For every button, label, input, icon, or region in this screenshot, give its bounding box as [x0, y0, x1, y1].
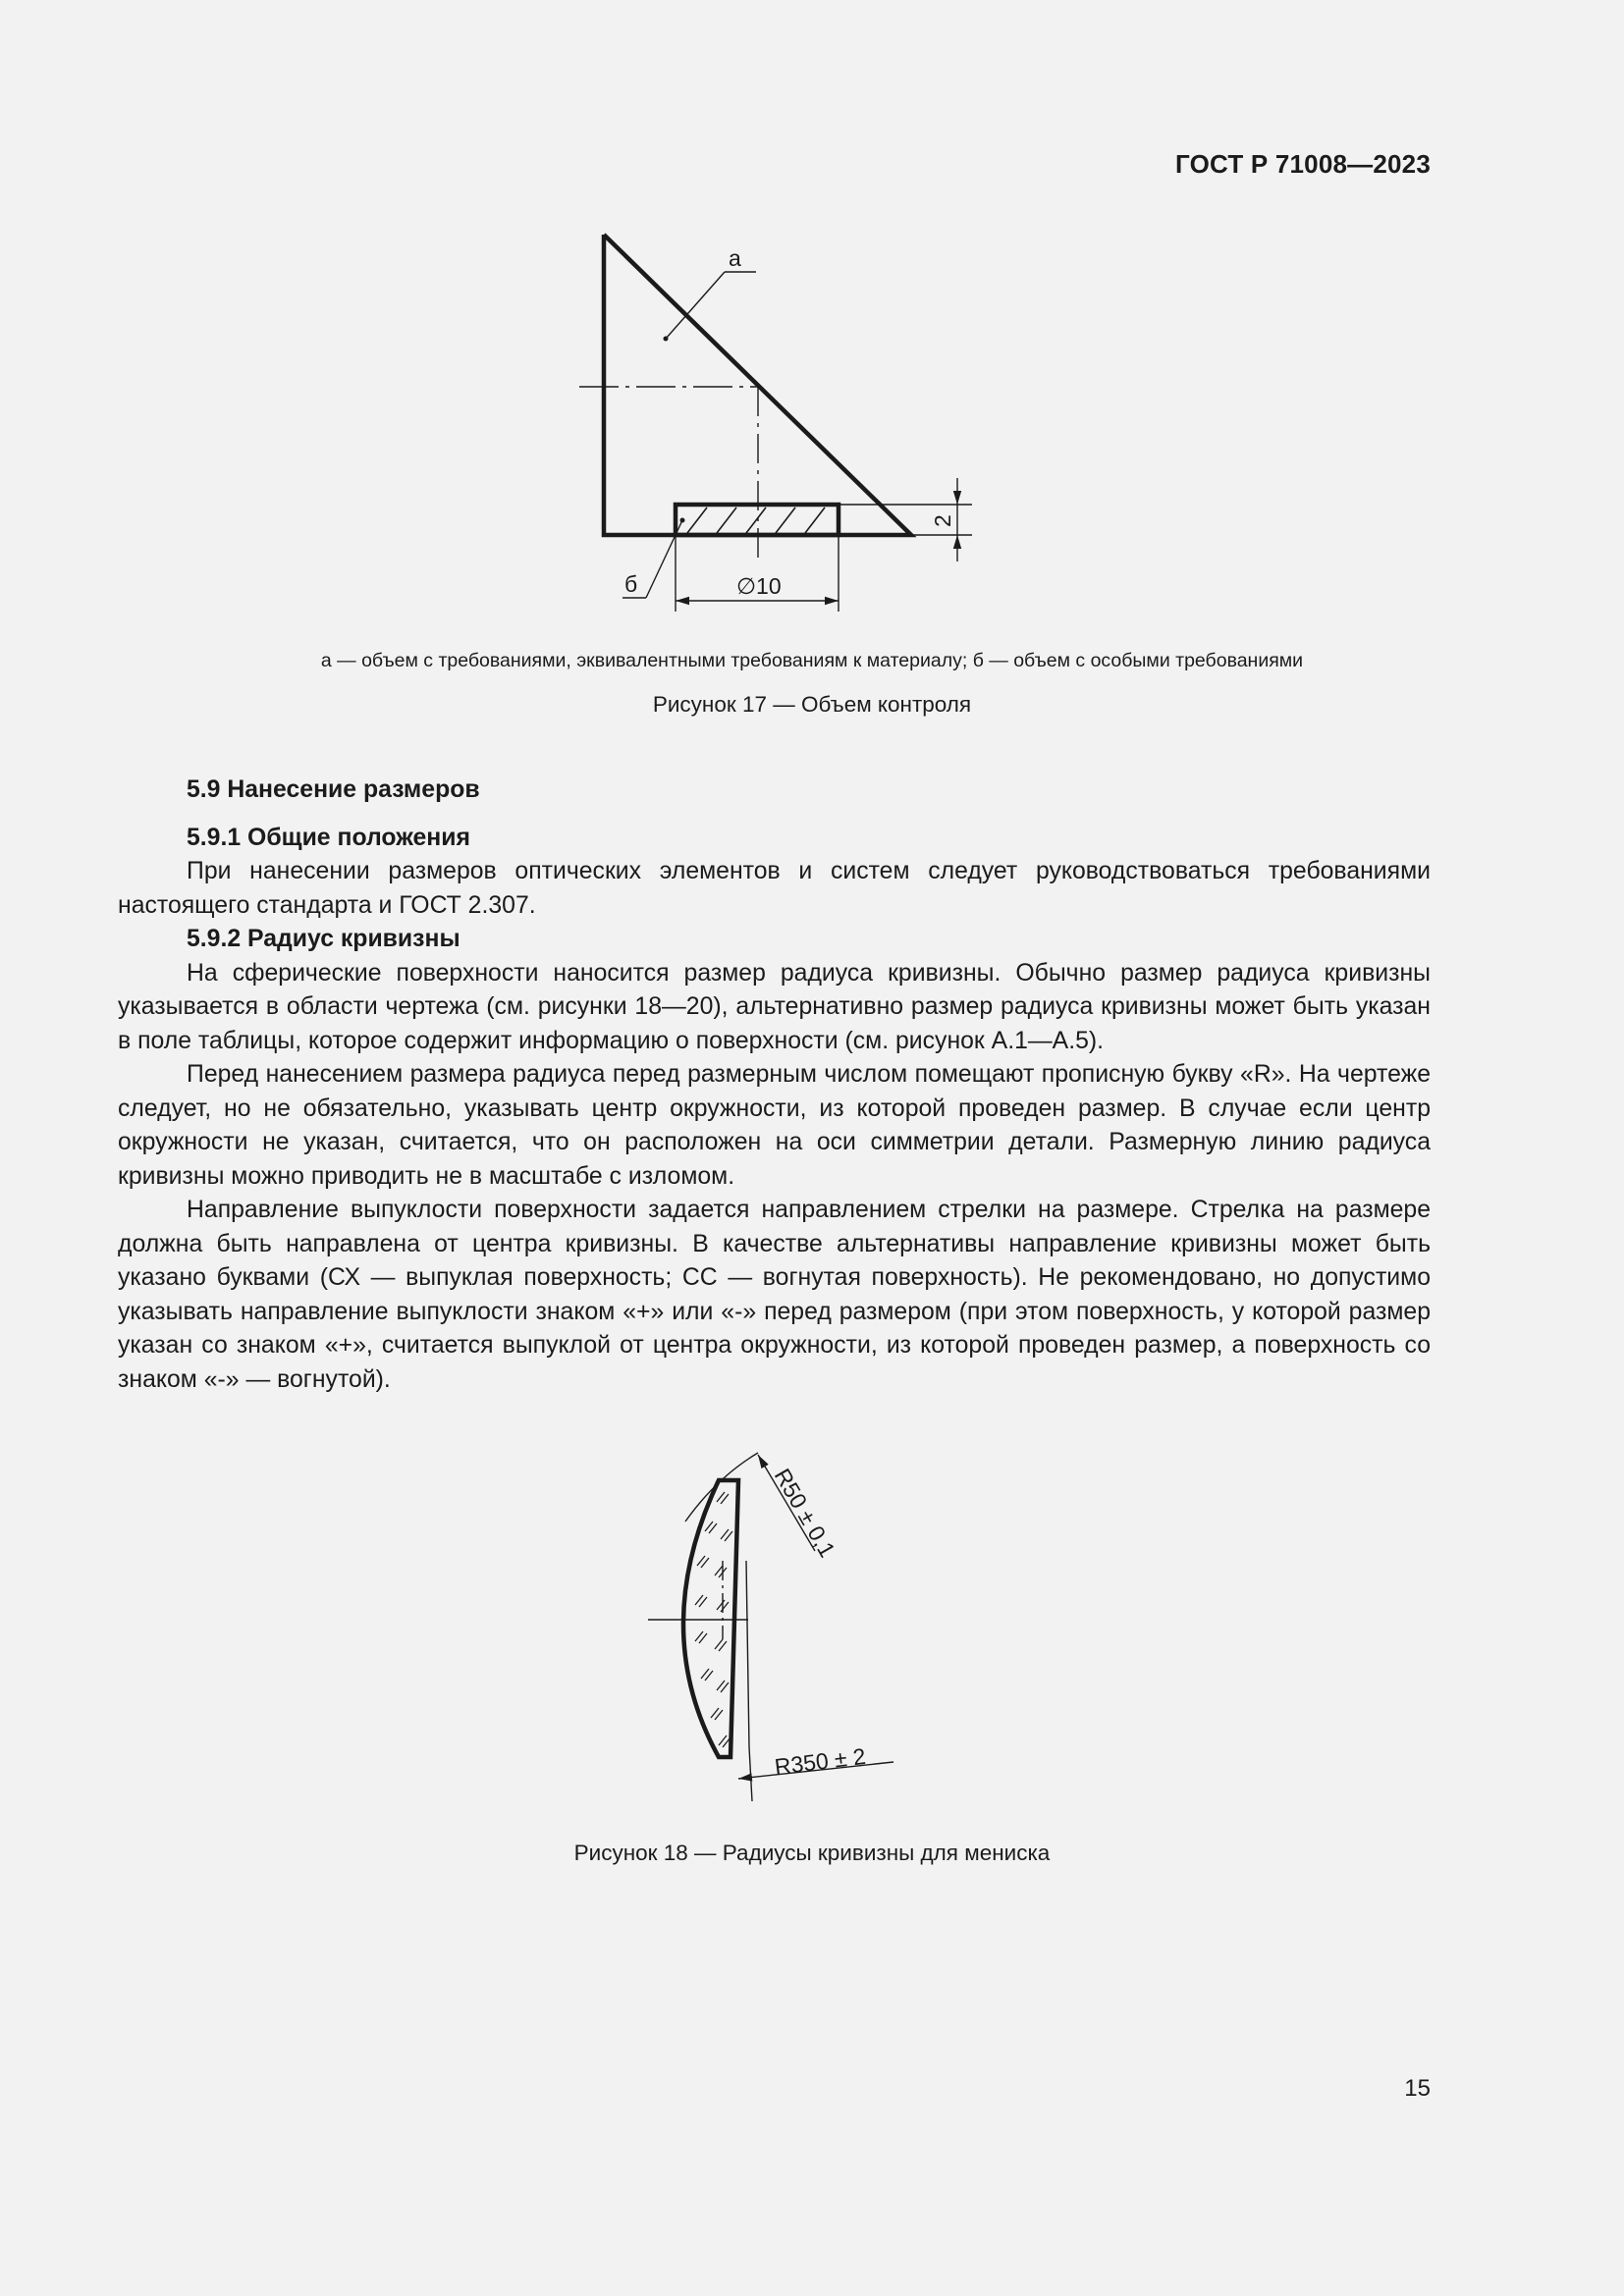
dim-height: 2 [930, 514, 955, 527]
figure-17-caption: Рисунок 17 — Объем контроля [652, 692, 972, 717]
figure-18-caption: Рисунок 18 — Радиусы кривизны для мениска [573, 1841, 1051, 1865]
label-b: б [624, 571, 638, 597]
section-5-9-1-title: 5.9.1 Общие положения [187, 824, 470, 851]
section-5-9-1-paragraph: При нанесении размеров оптических элементов и систем следует руководствоваться требованиями настоящего стандарта и ГОСТ 2.307. [118, 858, 1431, 919]
section-5-9-2-paragraph-3: Направление выпуклости поверхности задается направлением стрелки на размере. Стрелка на размере должна быть направлена от центра кривизны. В качестве альтернативы направление кривизны может быть указано буквами (СХ — выпуклая поверхность; СС — вогнутая поверхность). Не рекомендовано, но допустимо указывать направление выпуклости знаком «+» или «-» перед размером (при этом поверхность, у которой размер указан со знаком «+», считается выпуклой от центра окружности, из которой проведен размер, а поверхность со знаком «-» — вогнутой). [118, 1197, 1431, 1393]
figure-17-drawing [550, 221, 982, 614]
page-number: 15 [1404, 2075, 1431, 2102]
section-5-9-2-paragraph-1: На сферические поверхности наносится размер радиуса кривизны. Обычно размер радиуса кривизны указывается в области чертежа (см. рисунки 18—20), альтернативно размер радиуса кривизны может быть указан в поле таблицы, которое содержит информацию о поверхности (см. рисунок А.1—А.5). [118, 959, 1431, 1054]
section-5-9-2-paragraph-2: Перед нанесением размера радиуса перед размерным числом помещают прописную букву «R». На чертеже следует, но не обязательно, указывать центр окружности, из которой проведен размер. В случае если центр окружности не указан, считается, что он расположен на оси симметрии детали. Размерную линию радиуса кривизны можно приводить не в масштабе с изломом. [118, 1061, 1431, 1190]
meniscus-lens [683, 1480, 738, 1757]
dim-r350: R350 ± 2 [773, 1742, 868, 1780]
dim-diameter: ∅10 [736, 573, 782, 599]
section-5-9-title: 5.9 Нанесение размеров [187, 776, 480, 803]
label-a: а [729, 245, 741, 271]
document-header: ГОСТ Р 71008—2023 [1175, 149, 1431, 179]
main-text [118, 774, 1431, 1397]
figure-17-note: а — объем с требованиями, эквивалентными требованиям к материалу; б — объем с особыми требованиями [320, 650, 1304, 671]
dim-r50: R50 ± 0,1 [769, 1464, 840, 1562]
figure-18-drawing [628, 1433, 952, 1806]
section-5-9-2-title: 5.9.2 Радиус кривизны [187, 926, 460, 952]
